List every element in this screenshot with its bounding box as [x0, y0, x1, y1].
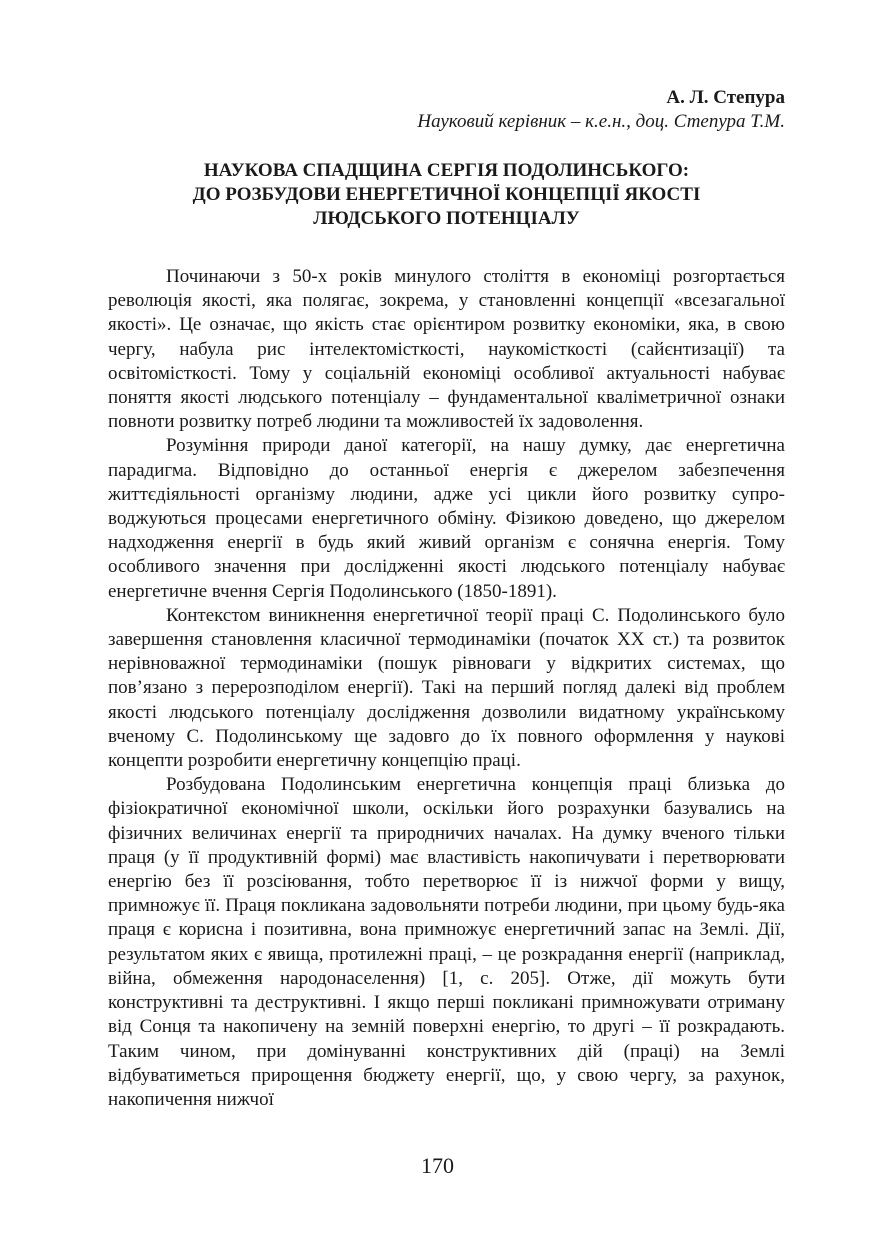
paragraph: Контекстом виникнення енергетичної теорії праці С. Подолинського було завершення становлення класичної термодинаміки (початок ХХ ст.) та розвиток нерівноважної термодинаміки (пошук рівноваги у відкритих системах, що пов’язано з перерозподілом енергії). Такі на перший погляд далекі від проблем якості людського потенціалу дослідження дозволили видатному українському вченому С. Подолинському ще задовго до їх повного оформлення у наукові концепти розробити енергетичну концепцію праці. [108, 604, 785, 772]
page-number: 170 [421, 1153, 454, 1178]
author-name: А. Л. Степура [666, 87, 785, 108]
paragraph: Розуміння природи даної категорії, на нашу думку, дає енергетична парадигма. Відповідно до останньої енергія є джерелом забезпечення життєдіяльності організму людини, адже усі цикли його розвитку супроводжуються процесами енергетичного обміну. Фізикою доведено, що джерелом надходження енергії в будь який живий організм є сонячна енергія. Тому особливого значення при дослідженні якості людського потенціалу набуває енергетичне вчення Сергія Подолинського (1850-1891). [108, 435, 785, 602]
supervisor-line: Науковий керівник – к.е.н., доц. Степура Т.М. [417, 111, 785, 132]
title-line: НАУКОВА СПАДЩИНА СЕРГІЯ ПОДОЛИНСЬКОГО: [203, 160, 690, 181]
paragraph: Починаючи з 50-х років минулого століття в економіці розгортається революція якості, яка полягає, зокрема, у становленні концепції «всезагальної якості». Це означає, що якість стає орієнтиром розвитку економіки, яка, в свою чергу, набула рис інтелектомісткості, наукомісткості (сайєнтизації) та освітомісткості. Тому у соціальній економіці особливої актуальності набуває поняття якості людського потенціалу – фундаментальної кваліметричної ознаки повноти розвитку потреб людини та можливостей їх задоволення. [108, 266, 785, 433]
article-title [108, 159, 785, 231]
title-line: ДО РОЗБУДОВИ ЕНЕРГЕТИЧНОЇ КОНЦЕПЦІЇ ЯКОСТІ [192, 184, 701, 205]
title-line: ЛЮДСЬКОГО ПОТЕНЦІАЛУ [313, 208, 580, 229]
article-body [108, 265, 785, 1112]
document-page [108, 86, 785, 1112]
paragraph: Розбудована Подолинським енергетична концепція праці близька до фізіократичної економічної школи, оскільки його розрахунки базувались на фізичних величинах енергії та природничих началах. На думку вченого тільки праця (у її продуктивній формі) має властивість накопичувати і перетворювати енергію без її розсіювання, тобто перетворює її із нижчої форми у вищу, примножує її. Праця покликана задовольняти потреби людини, при цьому будь-яка праця є корисна і позитивна, вона примножує енергетичний запас на Землі. Дії, результатом яких є явища, протилежні праці, – це розкрадання енергії (наприклад, війна, обмеження народонаселення) [1, с. 205]. Отже, дії можуть бути конструктивні та деструктивні. І якщо перші покликані примножувати отриману від Сонця та накопичену на земній поверхні енергію, то другі – її розкрадають. Таким чином, при домінуванні конструктивних дій (праці) на Землі відбуватиметься прирощення бюджету енергії, що, у свою чергу, за рахунок, накопичення нижчої [108, 774, 785, 1110]
